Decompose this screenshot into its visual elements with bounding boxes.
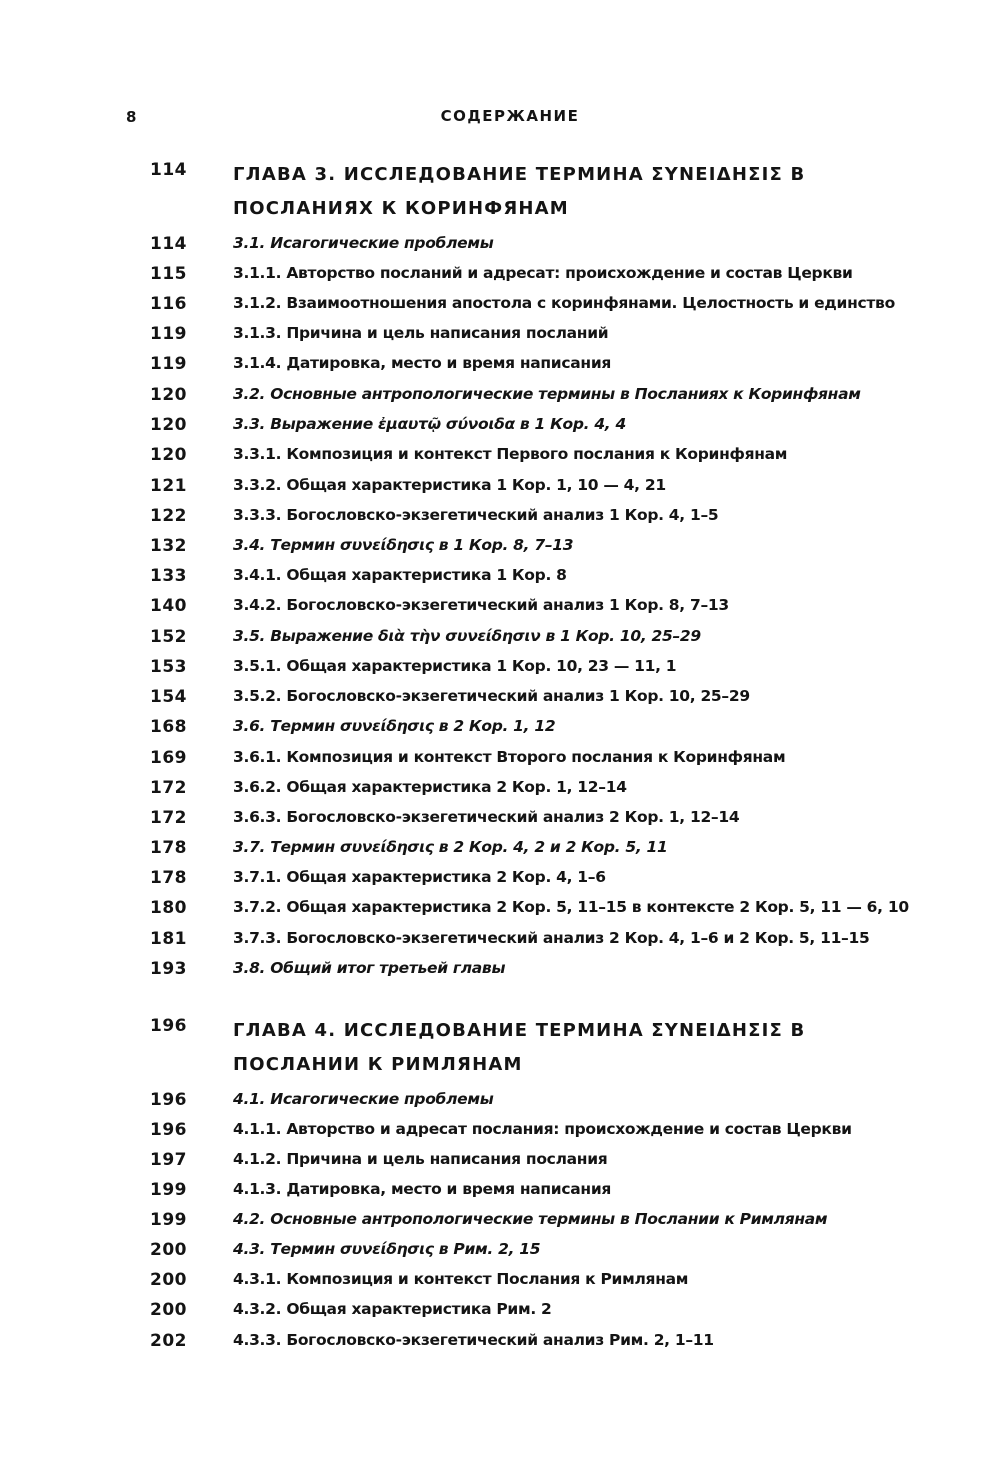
- toc-page-number: 121: [150, 476, 187, 496]
- toc-page-number: 193: [150, 959, 187, 979]
- toc-page-number: 200: [150, 1270, 187, 1290]
- toc-page-number: 152: [150, 627, 187, 647]
- toc-page-number: 172: [150, 808, 187, 828]
- toc-page-number: 120: [150, 445, 187, 465]
- toc-entry-title: 3.3.2. Общая характеристика 1 Кор. 1, 10 — 4, 21: [233, 476, 666, 494]
- toc-entry-title: 3.3.3. Богословско-экзегетический анализ 1 Кор. 4, 1–5: [233, 506, 719, 524]
- toc-entry-title: 3.3.1. Композиция и контекст Первого послания к Коринфянам: [233, 445, 788, 463]
- toc-page-number: 180: [150, 898, 187, 918]
- toc-entry-title: 3.1.2. Взаимоотношения апостола с коринфянами. Целостность и единство: [233, 294, 895, 312]
- toc-page-number: 202: [150, 1331, 187, 1351]
- toc-page-number: 199: [150, 1210, 187, 1230]
- toc-page-number: 114: [150, 234, 187, 254]
- running-head-title: СОДЕРЖАНИЕ: [440, 107, 580, 125]
- toc-page-number: 196: [150, 1090, 187, 1110]
- toc-entry-title: 4.3.2. Общая характеристика Рим. 2: [233, 1300, 552, 1318]
- toc-entry-title: 3.1. Исагогические проблемы: [233, 234, 494, 252]
- toc-entry-title: 4.1.2. Причина и цель написания послания: [233, 1150, 608, 1168]
- toc-page-number: 120: [150, 385, 187, 405]
- toc-entry-title: 3.7.1. Общая характеристика 2 Кор. 4, 1–6: [233, 868, 606, 886]
- toc-page-number: 172: [150, 778, 187, 798]
- toc-entry-title: 3.6.3. Богословско-экзегетический анализ 2 Кор. 1, 12–14: [233, 808, 740, 826]
- toc-entry-title: 3.2. Основные антропологические термины в Посланиях к Коринфянам: [233, 385, 861, 403]
- toc-entry-title: 3.6.2. Общая характеристика 2 Кор. 1, 12–14: [233, 778, 627, 796]
- toc-page-number: 196: [150, 1016, 187, 1036]
- toc-entry-title: 3.4.2. Богословско-экзегетический анализ 1 Кор. 8, 7–13: [233, 596, 729, 614]
- toc-page-number: 120: [150, 415, 187, 435]
- toc-entry-title: 3.5.2. Богословско-экзегетический анализ 1 Кор. 10, 25–29: [233, 687, 750, 705]
- toc-page-number: 122: [150, 506, 187, 526]
- toc-page-number: 197: [150, 1150, 187, 1170]
- toc-page-number: 178: [150, 838, 187, 858]
- toc-page-number: 200: [150, 1300, 187, 1320]
- toc-entry-title: 3.3. Выражение ἐμαυτῷ σύνοιδα в 1 Кор. 4, 4: [233, 415, 626, 433]
- toc-page-number: 178: [150, 868, 187, 888]
- toc-entry-title: 4.3. Термин συνείδησις в Рим. 2, 15: [233, 1240, 541, 1258]
- toc-page-number: 115: [150, 264, 187, 284]
- toc-entry-title: 4.1.1. Авторство и адресат послания: происхождение и состав Церкви: [233, 1120, 852, 1138]
- toc-entry-title: 3.1.3. Причина и цель написания посланий: [233, 324, 609, 342]
- toc-page-number: 154: [150, 687, 187, 707]
- toc-page-number: 196: [150, 1120, 187, 1140]
- toc-page-number: 133: [150, 566, 187, 586]
- toc-page-number: 199: [150, 1180, 187, 1200]
- toc-page-number: 168: [150, 717, 187, 737]
- toc-entry-title: 3.4. Термин συνείδησις в 1 Кор. 8, 7–13: [233, 536, 574, 554]
- toc-page-number: 119: [150, 324, 187, 344]
- toc-entry-title: 3.7.3. Богословско-экзегетический анализ 2 Кор. 4, 1–6 и 2 Кор. 5, 11–15: [233, 929, 870, 947]
- toc-entry-title: 4.1.3. Датировка, место и время написания: [233, 1180, 612, 1198]
- page-number: 8: [126, 108, 137, 126]
- toc-page-number: 140: [150, 596, 187, 616]
- toc-entry-title: 3.1.4. Датировка, место и время написания: [233, 354, 612, 372]
- toc-entry-title: 4.3.1. Композиция и контекст Послания к Римлянам: [233, 1270, 689, 1288]
- toc-entry-title: 3.1.1. Авторство посланий и адресат: происхождение и состав Церкви: [233, 264, 853, 282]
- toc-page-number: 132: [150, 536, 187, 556]
- toc-page-number: 181: [150, 929, 187, 949]
- toc-page-number: 153: [150, 657, 187, 677]
- toc-page-number: 169: [150, 748, 187, 768]
- toc-entry-title: ГЛАВА 3. ИССЛЕДОВАНИЕ ТЕРМИНА ΣΥΝΕΙΔΗΣΙΣ В ПОСЛАНИЯХ К КОРИНФЯНАМ: [233, 164, 806, 219]
- toc-page-number: 119: [150, 354, 187, 374]
- toc-page-number: 114: [150, 160, 187, 180]
- toc-entry-title: 3.8. Общий итог третьей главы: [233, 959, 506, 977]
- toc-entry-title: 3.7.2. Общая характеристика 2 Кор. 5, 11–15 в контексте 2 Кор. 5, 11 — 6, 10: [233, 898, 909, 916]
- toc-entry-title: 3.5. Выражение διὰ τὴν συνείδησιν в 1 Кор. 10, 25–29: [233, 627, 701, 645]
- toc-entry-title: 3.6.1. Композиция и контекст Второго послания к Коринфянам: [233, 748, 786, 766]
- toc-entry-title: 4.3.3. Богословско-экзегетический анализ Рим. 2, 1–11: [233, 1331, 714, 1349]
- toc-entry-title: 3.7. Термин συνείδησις в 2 Кор. 4, 2 и 2 Кор. 5, 11: [233, 838, 668, 856]
- toc-entry-title: 4.1. Исагогические проблемы: [233, 1090, 494, 1108]
- toc-entry-title: 3.5.1. Общая характеристика 1 Кор. 10, 23 — 11, 1: [233, 657, 677, 675]
- toc-entry-title: ГЛАВА 4. ИССЛЕДОВАНИЕ ТЕРМИНА ΣΥΝΕΙΔΗΣΙΣ В ПОСЛАНИИ К РИМЛЯНАМ: [233, 1020, 806, 1075]
- toc-page-number: 200: [150, 1240, 187, 1260]
- toc-page-number: 116: [150, 294, 187, 314]
- toc-entry-title: 4.2. Основные антропологические термины в Послании к Римлянам: [233, 1210, 828, 1228]
- toc-entry-title: 3.4.1. Общая характеристика 1 Кор. 8: [233, 566, 567, 584]
- toc-entry-title: 3.6. Термин συνείδησις в 2 Кор. 1, 12: [233, 717, 556, 735]
